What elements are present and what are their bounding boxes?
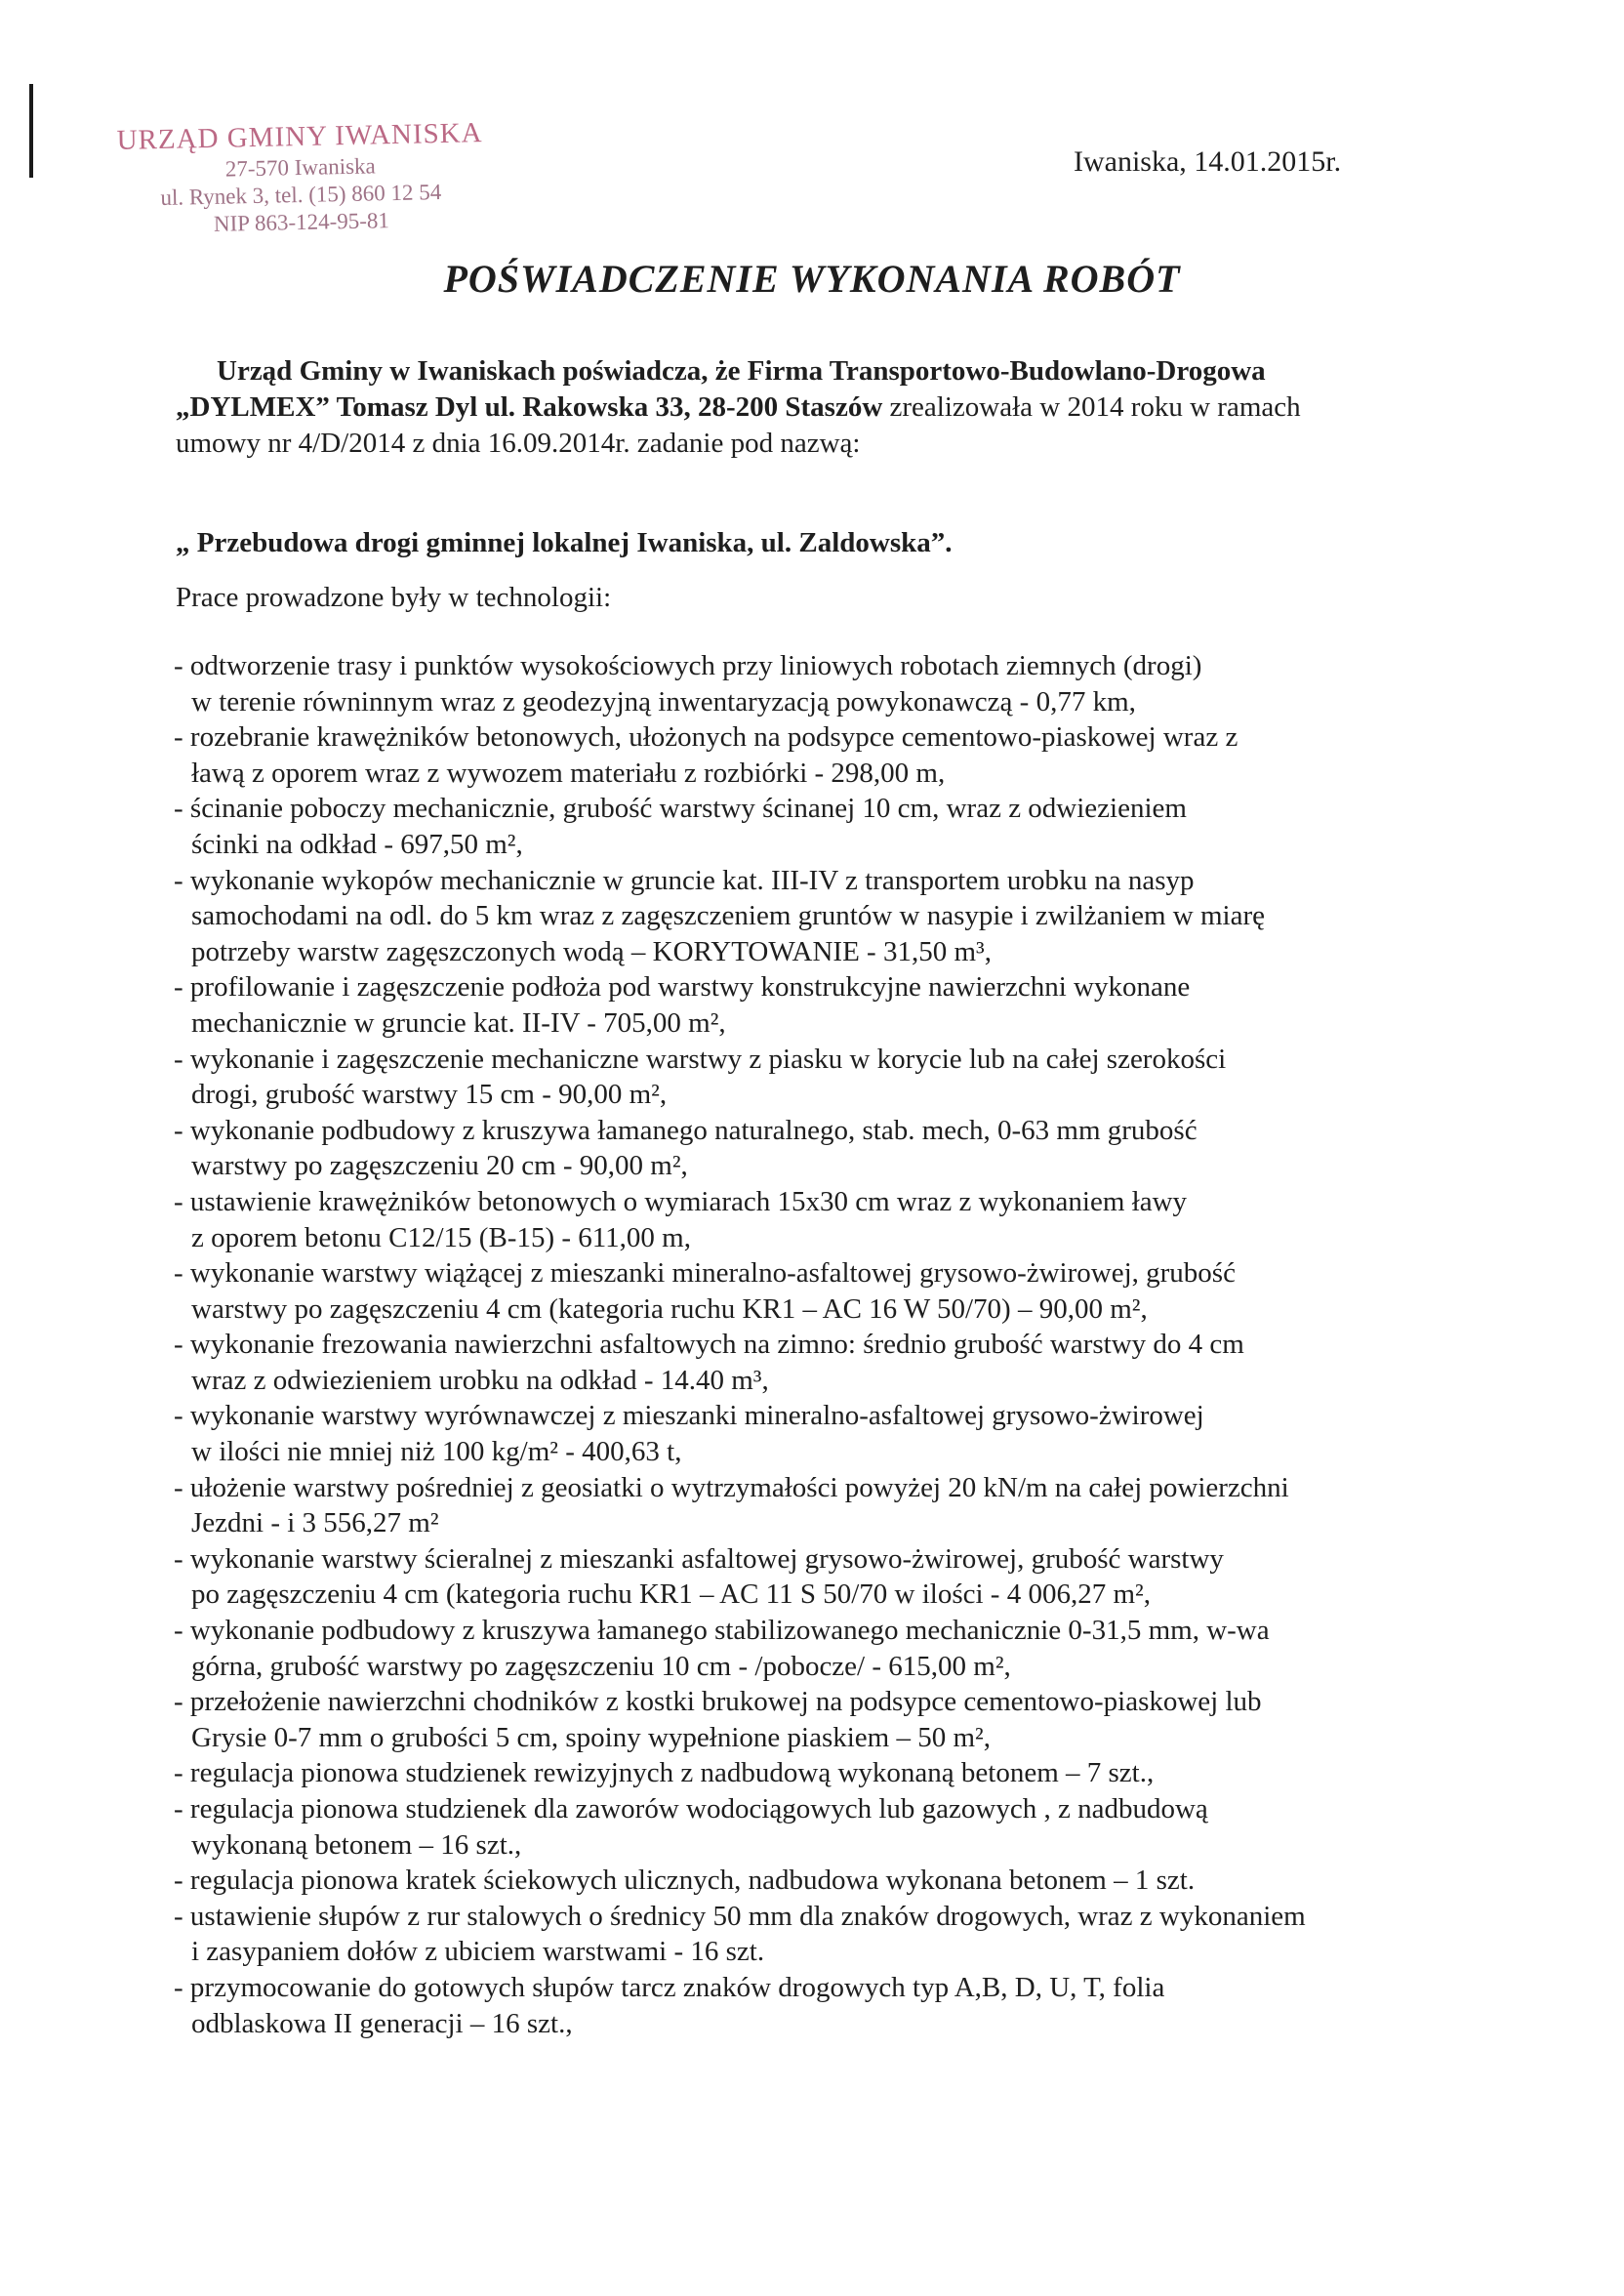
list-item-text: - wykonanie warstwy wyrównawczej z mieszanki mineralno-asfaltowej grysowo-żwirowej <box>174 1398 1482 1434</box>
list-item-text: - ścinanie poboczy mechanicznie, grubość warstwy ścinanej 10 cm, wraz z odwiezieniem <box>174 791 1482 827</box>
list-item <box>174 719 1482 791</box>
list-item <box>174 1791 1482 1863</box>
intro-normal-line-3: umowy nr 4/D/2014 z dnia 16.09.2014r. zadanie pod nazwą: <box>176 428 861 459</box>
office-stamp <box>114 115 487 240</box>
list-item-continuation: samochodami na odl. do 5 km wraz z zagęszczeniem gruntów w nasypie i zwilżaniem w miarę <box>191 900 1266 932</box>
list-item <box>174 1863 1482 1899</box>
list-item-continuation: po zagęszczeniu 4 cm (kategoria ruchu KR1 – AC 11 S 50/70 w ilości - 4 006,27 m², <box>191 1578 1151 1611</box>
list-item-text: - wykonanie wykopów mechanicznie w gruncie kat. III-IV z transportem urobku na nasyp <box>174 863 1482 899</box>
list-item-continuation: i zasypaniem dołów z ubiciem warstwami - 16 szt. <box>191 1936 765 1968</box>
list-item-text: - ułożenie warstwy pośredniej z geosiatki o wytrzymałości powyżej 20 kN/m na całej powierzchni <box>174 1470 1482 1506</box>
list-item <box>174 1470 1482 1541</box>
list-item-continuation: odblaskowa II generacji – 16 szt., <box>191 2007 573 2039</box>
document-title: POŚWIADCZENIE WYKONANIA ROBÓT <box>443 257 1181 301</box>
list-item-continuation: warstwy po zagęszczeniu 4 cm (kategoria ruchu KR1 – AC 16 W 50/70) – 90,00 m², <box>191 1292 1148 1325</box>
list-item-continuation: wykonaną betonem – 16 szt., <box>191 1828 522 1861</box>
list-item-text: - ustawienie krawężników betonowych o wymiarach 15x30 cm wraz z wykonaniem ławy <box>174 1184 1482 1220</box>
list-item-text: - wykonanie warstwy ścieralnej z mieszanki asfaltowej grysowo-żwirowej, grubość warstwy <box>174 1541 1482 1578</box>
list-item-text: - odtworzenie trasy i punktów wysokościowych przy liniowych robotach ziemnych (drogi) <box>174 648 1482 684</box>
stamp-address-line: ul. Rynek 3, tel. (15) 860 12 54 <box>160 179 442 211</box>
list-item-continuation: górna, grubość warstwy po zagęszczeniu 10 cm - /pobocze/ - 615,00 m², <box>191 1650 1011 1682</box>
list-item-text: - rozebranie krawężników betonowych, ułożonych na podsypce cementowo-piaskowej wraz z <box>174 719 1482 756</box>
list-item <box>174 1398 1482 1469</box>
list-item <box>174 969 1482 1041</box>
list-item <box>174 791 1482 862</box>
list-item <box>174 1042 1482 1113</box>
task-name: „ Przebudowa drogi gminnej lokalnej Iwaniska, ul. Zaldowska”. <box>176 527 953 558</box>
list-item-text: - przymocowanie do gotowych słupów tarcz znaków drogowych typ A,B, D, U, T, folia <box>174 1970 1482 2006</box>
list-item-continuation: wraz z odwiezieniem urobku na odkład - 14.40 m³, <box>191 1364 769 1396</box>
list-item-text: - wykonanie podbudowy z kruszywa łamanego naturalnego, stab. mech, 0-63 mm grubość <box>174 1113 1482 1149</box>
stamp-postal-line: 27-570 Iwaniska <box>224 153 376 182</box>
list-item <box>174 1755 1482 1791</box>
list-item-text: - ustawienie słupów z rur stalowych o średnicy 50 mm dla znaków drogowych, wraz z wykonaniem <box>174 1899 1482 1935</box>
scan-edge-mark <box>29 84 33 178</box>
list-item-text: - wykonanie frezowania nawierzchni asfaltowych na zimno: średnio grubość warstwy do 4 cm <box>174 1327 1482 1363</box>
works-list <box>174 648 1482 2041</box>
list-item-continuation: Jezdni - i 3 556,27 m² <box>191 1507 439 1539</box>
list-item-continuation: ścinki na odkład - 697,50 m², <box>191 828 523 860</box>
intro-normal-line-2: zrealizowała w 2014 roku w ramach <box>882 391 1301 423</box>
list-item-continuation: warstwy po zagęszczeniu 20 cm - 90,00 m², <box>191 1150 688 1182</box>
list-item <box>174 1184 1482 1255</box>
list-item-text: - przełożenie nawierzchni chodników z kostki brukowej na podsypce cementowo-piaskowej lub <box>174 1684 1482 1720</box>
list-item <box>174 1899 1482 1970</box>
list-item-continuation: mechanicznie w gruncie kat. II-IV - 705,00 m², <box>191 1006 726 1039</box>
intro-paragraph <box>176 353 1483 462</box>
list-item-continuation: w terenie równinnym wraz z geodezyjną inwentaryzacją powykonawczą - 0,77 km, <box>191 685 1136 718</box>
list-item-text: - regulacja pionowa studzienek dla zaworów wodociągowych lub gazowych , z nadbudową <box>174 1791 1482 1827</box>
list-item-continuation: drogi, grubość warstwy 15 cm - 90,00 m², <box>191 1079 668 1111</box>
list-item-continuation: z oporem betonu C12/15 (B-15) - 611,00 m, <box>191 1221 691 1253</box>
list-item-continuation: w ilości nie mniej niż 100 kg/m² - 400,63 t, <box>191 1436 682 1468</box>
list-item-continuation: ławą z oporem wraz z wywozem materiału z rozbiórki - 298,00 m, <box>191 757 946 789</box>
list-item-continuation: Grysie 0-7 mm o grubości 5 cm, spoiny wypełnione piaskiem – 50 m², <box>191 1721 991 1753</box>
intro-bold-line-2: „DYLMEX” Tomasz Dyl ul. Rakowska 33, 28-200 Staszów <box>176 391 883 423</box>
document-date: Iwaniska, 14.01.2015r. <box>1074 145 1342 178</box>
list-item <box>174 648 1482 719</box>
stamp-nip-line: NIP 863-124-95-81 <box>213 208 390 236</box>
stamp-office-name: URZĄD GMINY IWANISKA <box>116 117 483 156</box>
list-item-continuation: potrzeby warstw zagęszczonych wodą – KORYTOWANIE - 31,50 m³, <box>191 935 992 967</box>
list-item-text: - regulacja pionowa studzienek rewizyjnych z nadbudową wykonaną betonem – 7 szt., <box>174 1755 1482 1791</box>
list-item <box>174 1327 1482 1398</box>
list-item <box>174 1541 1482 1613</box>
list-item-text: - profilowanie i zagęszczenie podłoża pod warstwy konstrukcyjne nawierzchni wykonane <box>174 969 1482 1005</box>
list-item <box>174 1255 1482 1327</box>
list-item-text: - wykonanie podbudowy z kruszywa łamanego stabilizowanego mechanicznie 0-31,5 mm, w-wa <box>174 1613 1482 1649</box>
list-item <box>174 1113 1482 1184</box>
list-item <box>174 1970 1482 2041</box>
list-item <box>174 1613 1482 1684</box>
list-item <box>174 863 1482 970</box>
list-item-text: - regulacja pionowa kratek ściekowych ulicznych, nadbudowa wykonana betonem – 1 szt. <box>174 1863 1482 1899</box>
list-item-text: - wykonanie i zagęszczenie mechaniczne warstwy z piasku w korycie lub na całej szerokości <box>174 1042 1482 1078</box>
intro-bold-line-1: Urząd Gminy w Iwaniskach poświadcza, że Firma Transportowo-Budowlano-Drogowa <box>217 355 1266 387</box>
list-item <box>174 1684 1482 1755</box>
works-lead-text: Prace prowadzone były w technologii: <box>176 582 612 613</box>
list-item-text: - wykonanie warstwy wiążącej z mieszanki mineralno-asfaltowej grysowo-żwirowej, grubość <box>174 1255 1482 1292</box>
